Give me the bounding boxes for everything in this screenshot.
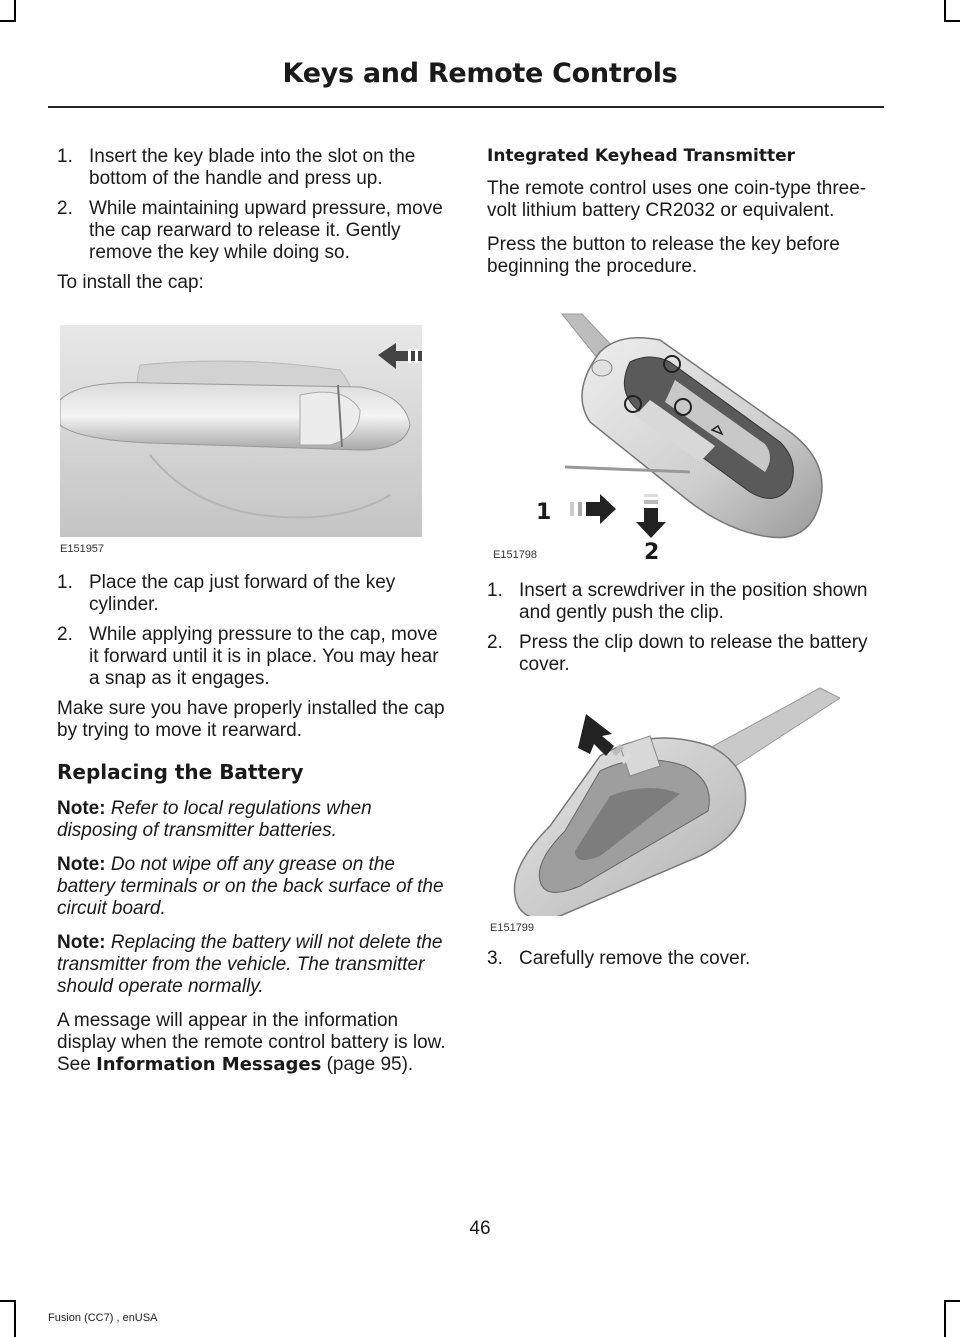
list-item <box>57 198 452 264</box>
step-number: 1. <box>57 572 73 593</box>
right-column-middle <box>487 580 887 684</box>
list-item <box>57 146 452 190</box>
list-item <box>487 948 887 970</box>
left-column-lower <box>57 572 452 1088</box>
step-text: While maintaining upward pressure, move the cap rearward to release it. Gently remove the key while doing so. <box>89 198 443 263</box>
step-number: 1. <box>57 146 73 167</box>
check-text: Make sure you have properly installed the cap by trying to move it rearward. <box>57 698 445 741</box>
callout-1: 1 <box>536 500 552 525</box>
crop-mark <box>14 1300 16 1337</box>
note-label: Note: <box>57 932 106 953</box>
door-handle-figure <box>60 325 422 555</box>
step-text: Insert the key blade into the slot on the bottom of the handle and press up. <box>89 146 416 189</box>
step-text: Insert a screwdriver in the position shown and gently push the clip. <box>519 580 868 623</box>
crop-mark <box>14 0 16 22</box>
battery-intro: The remote control uses one coin-type three-volt lithium battery CR2032 or equivalent. <box>487 178 867 221</box>
note <box>57 932 452 998</box>
crop-mark <box>944 1300 946 1337</box>
crop-mark <box>0 1300 16 1302</box>
page-number: 46 <box>469 1218 491 1239</box>
header-rule <box>48 106 884 108</box>
list-item <box>57 572 452 616</box>
note-text: Replacing the battery will not delete the transmitter from the vehicle. The transmitter should operate normally. <box>57 932 443 997</box>
install-intro: To install the cap: <box>57 272 204 293</box>
left-column <box>57 146 452 306</box>
note <box>57 854 452 920</box>
step-text: While applying pressure to the cap, move it forward until it is in place. You may hear a snap as it engages. <box>89 624 439 689</box>
note-text: Refer to local regulations when disposing of transmitter batteries. <box>57 798 372 841</box>
step-number: 2. <box>487 632 503 653</box>
remove-cap-steps <box>57 146 452 264</box>
figure-id: E151957 <box>60 543 105 555</box>
crop-mark <box>944 1300 960 1302</box>
figure-id: E151798 <box>493 549 538 561</box>
arrow-right-icon <box>570 494 616 524</box>
message-text: A message will appear in the information display when the remote control battery is low. See <box>57 1010 446 1075</box>
step-text: Place the cap just forward of the key cylinder. <box>89 572 396 615</box>
step-text: Carefully remove the cover. <box>519 948 751 969</box>
step-number: 2. <box>57 198 73 219</box>
list-item <box>487 580 887 624</box>
note-label: Note: <box>57 798 106 819</box>
remove-cover-step <box>487 948 887 970</box>
callout-2: 2 <box>644 540 660 565</box>
install-cap-steps <box>57 572 452 690</box>
battery-cover-steps <box>487 580 887 676</box>
page-title: Keys and Remote Controls <box>282 58 678 89</box>
right-column-lower <box>487 948 887 978</box>
crop-mark <box>944 20 960 22</box>
figure-id: E151799 <box>490 922 535 934</box>
list-item <box>57 624 452 690</box>
subsection-heading: Integrated Keyhead Transmitter <box>487 146 796 166</box>
arrow-down-icon <box>636 494 666 538</box>
step-number: 1. <box>487 580 503 601</box>
key-fob-illustration <box>490 312 840 568</box>
door-handle-illustration <box>60 325 422 537</box>
press-button-text: Press the button to release the key before beginning the procedure. <box>487 234 840 277</box>
section-heading: Replacing the Battery <box>57 760 304 784</box>
information-messages-link[interactable]: Information Messages <box>96 1054 322 1075</box>
crop-mark <box>944 0 946 22</box>
crop-mark <box>0 20 16 22</box>
list-item <box>487 632 887 676</box>
note-text: Do not wipe off any grease on the battery terminals or on the back surface of the circuit board. <box>57 854 444 919</box>
message-page-ref: (page 95). <box>321 1054 414 1075</box>
right-column <box>487 146 887 290</box>
note-label: Note: <box>57 854 106 875</box>
note <box>57 798 452 842</box>
battery-message-paragraph <box>57 1010 452 1076</box>
battery-cover-illustration <box>490 686 840 916</box>
battery-cover-figure <box>490 686 840 936</box>
keyhead-transmitter-figure <box>490 312 840 568</box>
step-number: 3. <box>487 948 503 969</box>
step-number: 2. <box>57 624 73 645</box>
footer-text: Fusion (CC7) , enUSA <box>48 1312 158 1324</box>
step-text: Press the clip down to release the battery cover. <box>519 632 868 675</box>
